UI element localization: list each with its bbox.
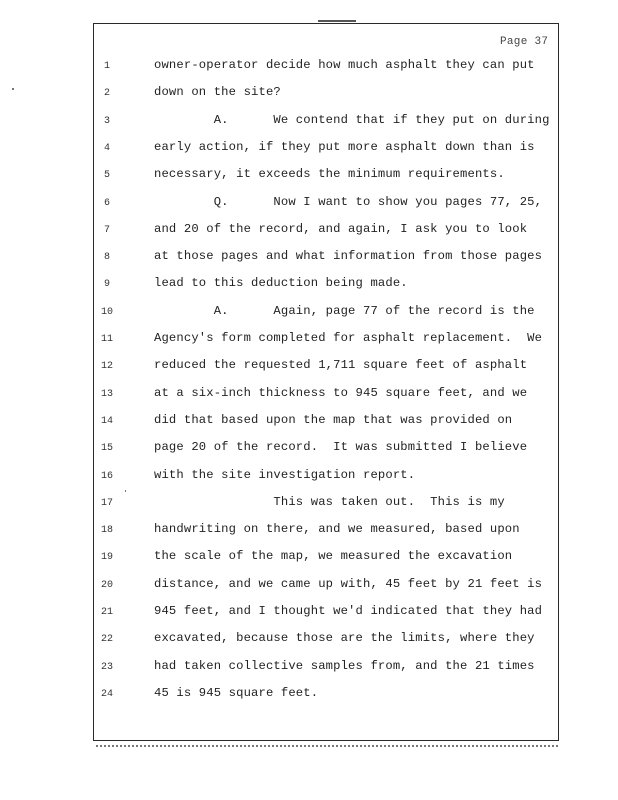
line-text: the scale of the map, we measured the excavation [154,549,513,564]
line-number: 24 [100,688,113,700]
transcript-line [0,358,618,378]
line-text: A. Again, page 77 of the record is the [154,303,535,318]
transcript-line [0,413,618,433]
line-text: down on the site? [154,85,281,100]
transcript-line [0,522,618,542]
line-number: 18 [100,525,113,537]
line-number: 6 [103,197,110,209]
line-number: 3 [103,115,110,127]
line-text: with the site investigation report. [154,467,416,482]
transcript-line [0,631,618,651]
line-number: 19 [100,552,113,564]
line-number: 4 [103,142,110,154]
line-text: Q. Now I want to show you pages 77, 25, [154,194,543,209]
line-text: owner-operator decide how much asphalt they can put [154,58,535,72]
line-text: did that based upon the map that was provided on [154,412,513,427]
line-number: 5 [103,170,110,182]
line-text: 945 feet, and I thought we'd indicated that they had [154,604,543,618]
line-number: 21 [100,607,113,618]
transcript-line [0,577,618,597]
line-number: 8 [103,252,110,264]
transcript-line [0,304,618,324]
transcript-line [0,167,618,187]
transcript-line [0,58,618,78]
line-text: 45 is 945 square feet. [154,685,319,700]
transcript-line [0,440,618,460]
line-text: at a six-inch thickness to 945 square feet, and we [154,385,528,400]
line-text: A. We contend that if they put on during [154,112,550,127]
line-text: and 20 of the record, and again, I ask you to look [154,221,528,236]
line-number: 15 [100,443,113,455]
page-top-mark [318,20,356,22]
transcript-line [0,276,618,296]
line-number: 17 [100,497,113,509]
scan-speck [125,490,126,492]
transcript-line [0,495,618,515]
line-number: 7 [103,224,110,236]
line-text: handwriting on there, and we measured, based upon [154,522,520,537]
transcript-line [0,659,618,679]
line-text: had taken collective samples from, and the 21 times [154,658,535,673]
transcript-line [0,686,618,706]
line-number: 20 [100,579,113,591]
line-number: 22 [100,634,113,646]
transcript-line [0,113,618,133]
transcript-line [0,222,618,242]
line-text: This was taken out. This is my [154,494,505,509]
transcript-line [0,195,618,215]
transcript-line [0,549,618,569]
line-text: necessary, it exceeds the minimum requirements. [154,167,505,182]
page-bottom-rule [96,745,558,747]
transcript-line [0,386,618,406]
line-number: 10 [100,306,113,318]
line-number: 16 [100,470,113,482]
transcript-line [0,604,618,624]
line-text: reduced the requested 1,711 square feet of asphalt [154,358,528,373]
line-number: 2 [103,88,110,100]
transcript-line [0,140,618,160]
line-text: distance, and we came up with, 45 feet by 21 feet is [154,576,543,591]
transcript-line [0,85,618,105]
page-number: Page 37 [500,36,549,48]
line-text: at those pages and what information from those pages [154,249,543,264]
line-text: excavated, because those are the limits, where they [154,631,535,646]
transcript-line [0,331,618,351]
line-number: 12 [100,361,113,373]
line-text: early action, if they put more asphalt down than is [154,139,535,154]
line-number: 11 [100,334,113,345]
line-number: 23 [100,661,113,673]
line-number: 13 [100,388,113,400]
transcript-line [0,468,618,488]
transcript-line [0,249,618,269]
line-text: page 20 of the record. It was submitted I believe [154,440,528,455]
line-text: lead to this deduction being made. [154,276,408,291]
line-number: 1 [103,61,110,72]
line-text: Agency's form completed for asphalt replacement. We [154,331,543,345]
line-number: 14 [100,415,113,427]
line-number: 9 [103,279,110,291]
